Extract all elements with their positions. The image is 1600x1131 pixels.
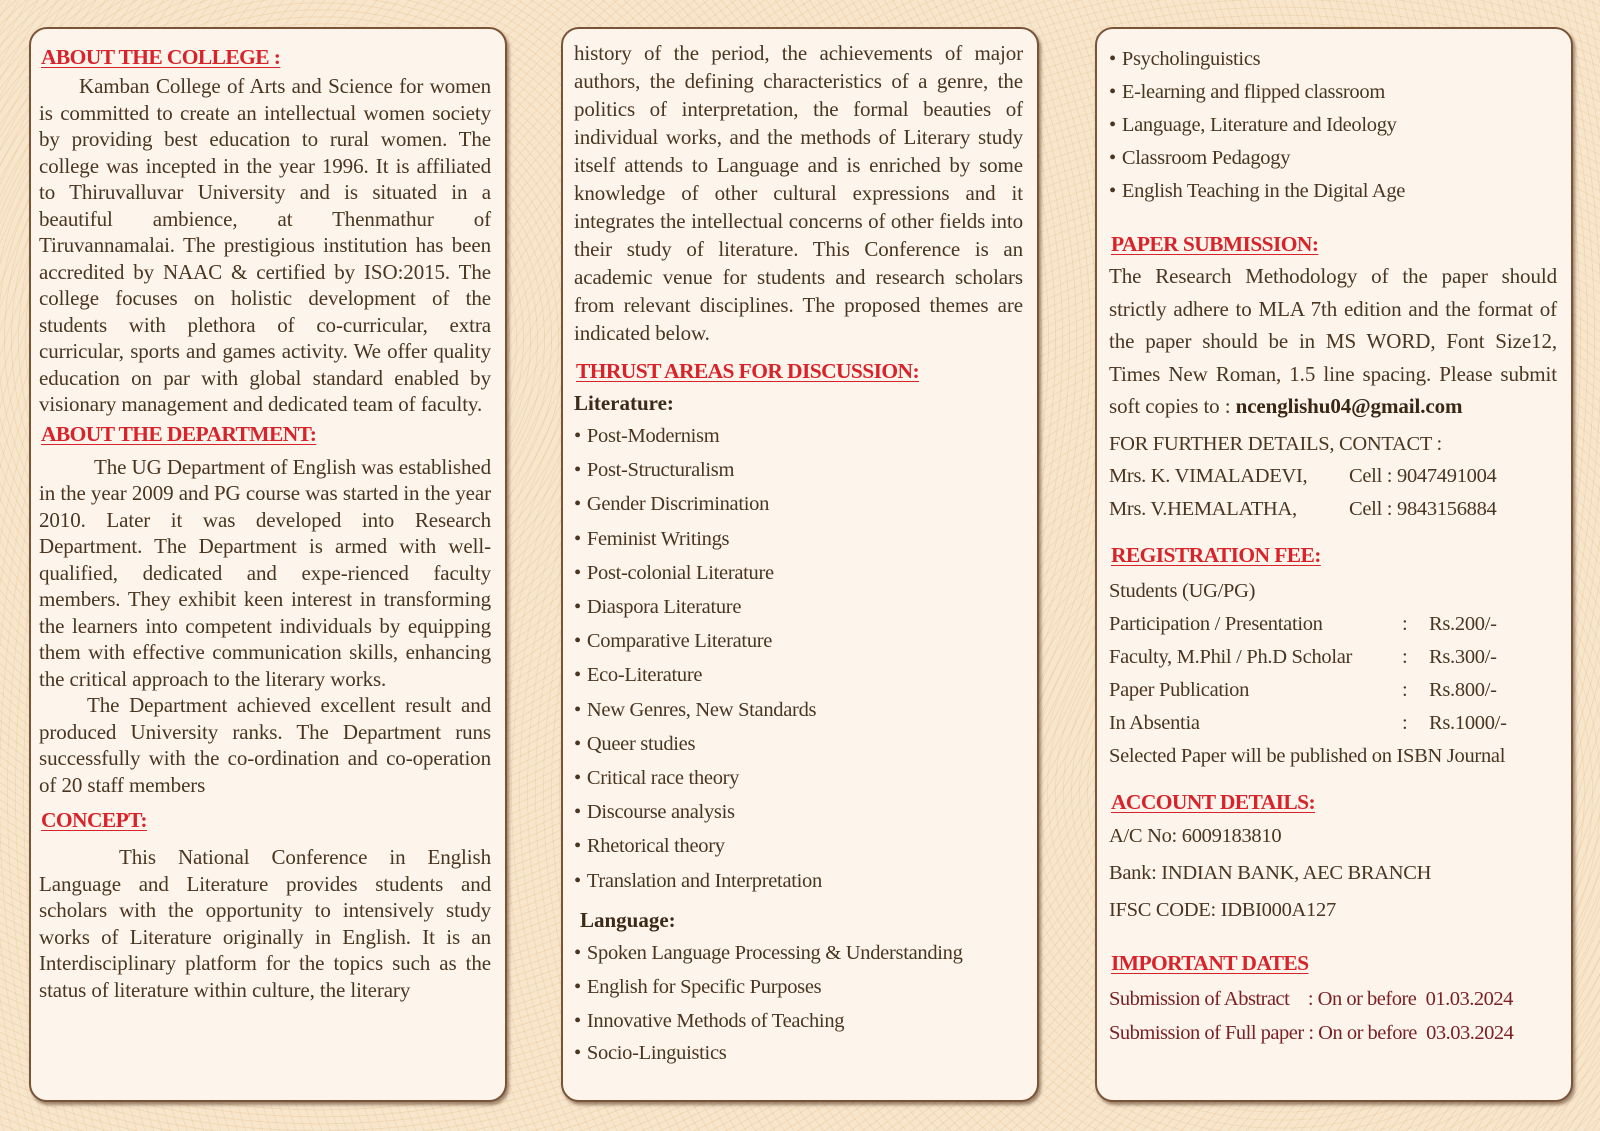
middle-panel [561, 27, 1039, 1102]
language-label: Language: [580, 907, 676, 932]
paper-submission-text: The Research Methodology of the paper should strictly adhere to MLA 7th edition and the format of the paper should be in MS WORD, Font Size12, Times New Roman, 1.5 line spacing. Please submit soft copies to : ncenglishu04@gmail.com [1109, 264, 1557, 418]
important-dates-heading: IMPORTANT DATES [1111, 951, 1309, 975]
fee-row: Faculty, M.Phil / Ph.D Scholar : Rs.300/- [1109, 645, 1497, 668]
contact-heading: FOR FURTHER DETAILS, CONTACT : [1109, 432, 1442, 455]
literature-topics-list [574, 419, 1023, 898]
list-item: • English Teaching in the Digital Age [1109, 175, 1557, 208]
list-item: • Translation and Interpretation [574, 864, 1023, 898]
list-item: • Socio-Linguistics [574, 1038, 1023, 1068]
fee-note: Selected Paper will be published on ISBN Journal [1109, 744, 1506, 767]
list-item: • Rhetorical theory [574, 829, 1023, 863]
about-college-text: Kamban College of Arts and Science for women is committed to create an intellectual women society by providing best education to rural women. The college was incepted in the year 1996. It is affiliated to Thiruvalluvar University and is situated in a beautiful ambience, at Thenmathur of Tiruvannamalai. The prestigious institution has been accredited by NAAC & certified by ISO:2015. The college focuses on holistic development of the students with plethora of co-curricular, extra curricular, sports and games activity. We offer quality education on par with global standard enabled by visionary management and dedicated team of faculty. [39, 74, 491, 416]
email-link[interactable]: ncenglishu04@gmail.com [1235, 394, 1463, 418]
date-row: Submission of Abstract : On or before 01.03.2024 [1109, 988, 1513, 1010]
list-item: • E-learning and flipped classroom [1109, 76, 1557, 109]
concept-continued-text: history of the period, the achievements of major authors, the defining characteristics of a genre, the politics of interpretation, the formal beauties of individual works, and the methods of Literary study itself attends to Language and is enriched by some knowledge of other cultural expressions and it integrates the intellectual concerns of other fields into their study of literature. This Conference is an academic venue for students and research scholars from relevant disciplines. The proposed themes are indicated below. [574, 41, 1023, 345]
list-item: • Feminist Writings [574, 522, 1023, 556]
list-item: • Post-colonial Literature [574, 556, 1023, 590]
bank-name: Bank: INDIAN BANK, AEC BRANCH [1109, 862, 1432, 884]
registration-fee-heading: REGISTRATION FEE: [1111, 543, 1321, 567]
literature-label: Literature: [574, 391, 674, 415]
list-item: • Classroom Pedagogy [1109, 142, 1557, 175]
list-item: • Critical race theory [574, 761, 1023, 795]
contact-name: Mrs. V.HEMALATHA, [1109, 497, 1297, 520]
account-number: A/C No: 6009183810 [1109, 825, 1282, 847]
list-item: • Post-Structuralism [574, 453, 1023, 487]
list-item: • Eco-Literature [574, 658, 1023, 692]
contact-row [1109, 493, 1557, 526]
about-department-text-2: The Department achieved excellent result and produced University ranks. The Department runs successfully with the co-ordination and co-operation of 20 staff members [39, 693, 491, 797]
about-college-heading: ABOUT THE COLLEGE : [41, 45, 281, 69]
fee-row: Participation / Presentation : Rs.200/- [1109, 612, 1497, 635]
account-details-heading: ACCOUNT DETAILS: [1111, 790, 1316, 814]
paper-submission-heading: PAPER SUBMISSION: [1111, 232, 1319, 256]
list-item: • English for Specific Purposes [574, 970, 1023, 1004]
language-topics-list-continued [1109, 43, 1557, 208]
list-item: • Post-Modernism [574, 419, 1023, 453]
about-department-text-1: The UG Department of English was established in the year 2009 and PG course was started in the year 2010. Later it was developed into Research Department. The Department is armed with well-qualified, dedicated and expe-rienced faculty members. They exhibit keen interest in transforming the learners into competent individuals by equipping them with effective communication skills, enhancing the critical approach to the literary works. [39, 454, 491, 691]
list-item: • Discourse analysis [574, 795, 1023, 829]
thrust-areas-heading: THRUST AREAS FOR DISCUSSION: [576, 359, 920, 383]
fee-row: In Absentia : Rs.1000/- [1109, 711, 1507, 734]
list-item: • Diaspora Literature [574, 590, 1023, 624]
contact-phone: Cell : 9047491004 [1349, 465, 1497, 487]
date-row: Submission of Full paper : On or before 03.03.2024 [1109, 1021, 1514, 1044]
fee-row: Paper Publication : Rs.800/- [1109, 678, 1497, 701]
concept-heading: CONCEPT: [41, 808, 147, 832]
about-department-heading: ABOUT THE DEPARTMENT: [41, 421, 317, 446]
list-item: • Spoken Language Processing & Understanding [574, 936, 1023, 970]
left-panel [29, 27, 507, 1102]
contact-phone: Cell : 9843156884 [1349, 497, 1497, 520]
ifsc-code: IFSC CODE: IDBI000A127 [1109, 899, 1336, 921]
list-item: • Gender Discrimination [574, 487, 1023, 521]
contact-row [1109, 460, 1557, 493]
concept-text: This National Conference in English Language and Literature provides students and scholars with the opportunity to intensively study works of Literature originally in English. It is an Interdisciplinary platform for the topics such as the status of literature within culture, the literary [39, 845, 491, 1002]
list-item: • Language, Literature and Ideology [1109, 109, 1557, 142]
fee-category: Students (UG/PG) [1109, 580, 1256, 602]
list-item: • Queer studies [574, 727, 1023, 761]
list-item: • Psycholinguistics [1109, 43, 1557, 76]
list-item: • Comparative Literature [574, 624, 1023, 658]
list-item: • Innovative Methods of Teaching [574, 1004, 1023, 1038]
right-panel [1095, 27, 1573, 1102]
contact-name: Mrs. K. VIMALADEVI, [1109, 465, 1308, 487]
list-item: • New Genres, New Standards [574, 693, 1023, 727]
language-topics-list [574, 936, 1023, 1069]
